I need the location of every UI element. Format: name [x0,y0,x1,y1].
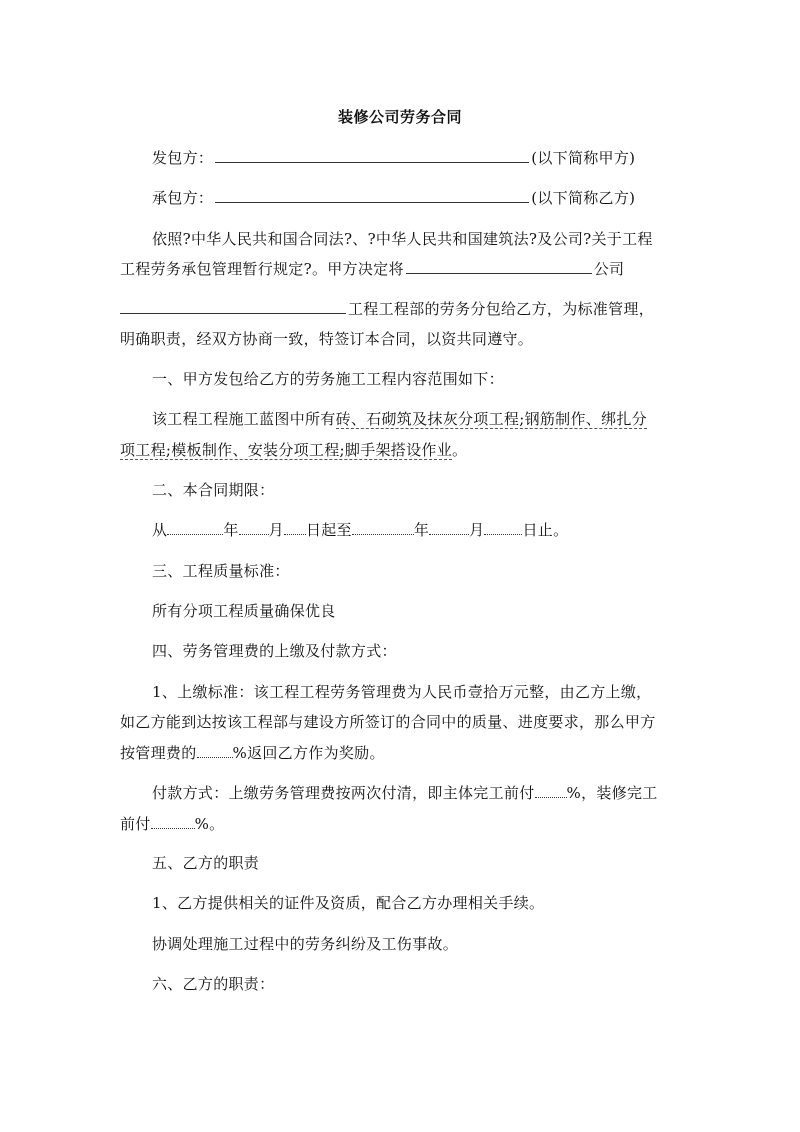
section-5-heading: 五、乙方的职责 [152,854,260,872]
section-1-heading: 一、甲方发包给乙方的劳务施工工程内容范围如下： [152,370,504,388]
final-payment-suffix: %。 [194,815,225,833]
start-month-label: 月 [268,521,284,539]
end-day-label: 日止。 [522,521,569,539]
section-1-line-1-start: 该工程工程施工蓝图中所有 [152,410,336,428]
section-1-scope-part-2: 项工程;模板制作、安装分项工程;脚手架搭设作业 [120,441,453,459]
final-payment-label: 前付 [120,815,151,833]
start-month-blank[interactable] [239,520,269,535]
end-year-blank[interactable] [352,520,414,535]
reward-suffix: %返回乙方作为奖励。 [232,744,385,762]
section-4-para-1-line-1: 1、上缴标准：该工程工程劳务管理费为人民币壹拾万元整，由乙方上缴， [152,683,652,701]
party-b-suffix: (以下简称乙方) [531,189,636,207]
end-year-label: 年 [413,521,430,539]
section-3-heading: 三、工程质量标准： [152,562,290,580]
intro-line-1: 依照?中华人民共和国合同法?、?中华人民共和国建筑法?及公司?关于工程 [152,230,653,248]
payment-method-text: 付款方式：上缴劳务管理费按两次付清，即主体完工前付 [152,784,535,802]
contract-period-line [152,520,568,540]
start-day-label: 日起至 [305,521,352,539]
reward-label: 按管理费的 [120,744,197,762]
intro-line-2-start: 工程劳务承包管理暂行规定?。甲方决定将 [120,260,404,278]
party-a-label: 发包方： [152,149,214,167]
start-year-label: 年 [223,521,239,539]
section-1-line-1 [152,409,647,429]
intro-line-2-end: 公司 [593,260,625,278]
intro-line-3 [120,299,654,319]
section-5-line-2: 协调处理施工过程中的劳务纠纷及工伤事故。 [152,935,459,953]
section-3-text: 所有分项工程质量确保优良 [152,602,336,620]
payment-method-mid: %，装修完工 [566,784,658,802]
section-1-line-2-end: 。 [452,441,468,459]
section-5-line-1: 1、乙方提供相关的证件及资质，配合乙方办理相关手续。 [152,894,545,912]
end-month-label: 月 [469,521,485,539]
period-from-label: 从 [152,521,168,539]
party-b-label: 承包方： [152,189,214,207]
party-a-blank[interactable] [215,148,529,163]
document-title: 装修公司劳务合同 [337,108,462,126]
reward-percent-blank[interactable] [197,743,233,758]
section-1-line-2 [120,440,467,460]
intro-project-blank[interactable] [406,259,592,274]
section-4-para-2-line-2 [120,814,224,834]
end-month-blank[interactable] [429,520,469,535]
start-year-blank[interactable] [167,520,223,535]
section-2-heading: 二、本合同期限： [152,481,275,499]
section-4-para-1-line-2: 如乙方能到达按该工程部与建设方所签订的合同中的质量、进度要求，那么甲方 [120,713,656,731]
section-6-heading: 六、乙方的职责： [152,975,275,993]
party-a-suffix: (以下简称甲方) [531,149,636,167]
section-4-para-2-line-1 [152,783,658,803]
intro-line-2 [120,259,624,279]
party-b-blank[interactable] [215,188,529,203]
first-payment-percent-blank[interactable] [535,783,567,798]
section-4-heading: 四、劳务管理费的上缴及付款方式： [152,642,397,660]
start-day-blank[interactable] [284,520,306,535]
final-payment-percent-blank[interactable] [151,814,195,829]
intro-line-3-text: 工程工程部的劳务分包给乙方，为标准管理， [348,300,655,318]
intro-company-blank[interactable] [120,299,346,314]
party-a-line [152,148,635,168]
end-day-blank[interactable] [484,520,522,535]
party-b-line [152,188,635,208]
section-4-para-1-line-3 [120,743,385,763]
section-1-scope-part-1: 砖、石砌筑及抹灰分项工程;钢筋制作、绑扎分 [335,410,647,428]
intro-line-4: 明确职责，经双方协商一致，特签订本合同，以资共同遵守。 [120,330,534,348]
